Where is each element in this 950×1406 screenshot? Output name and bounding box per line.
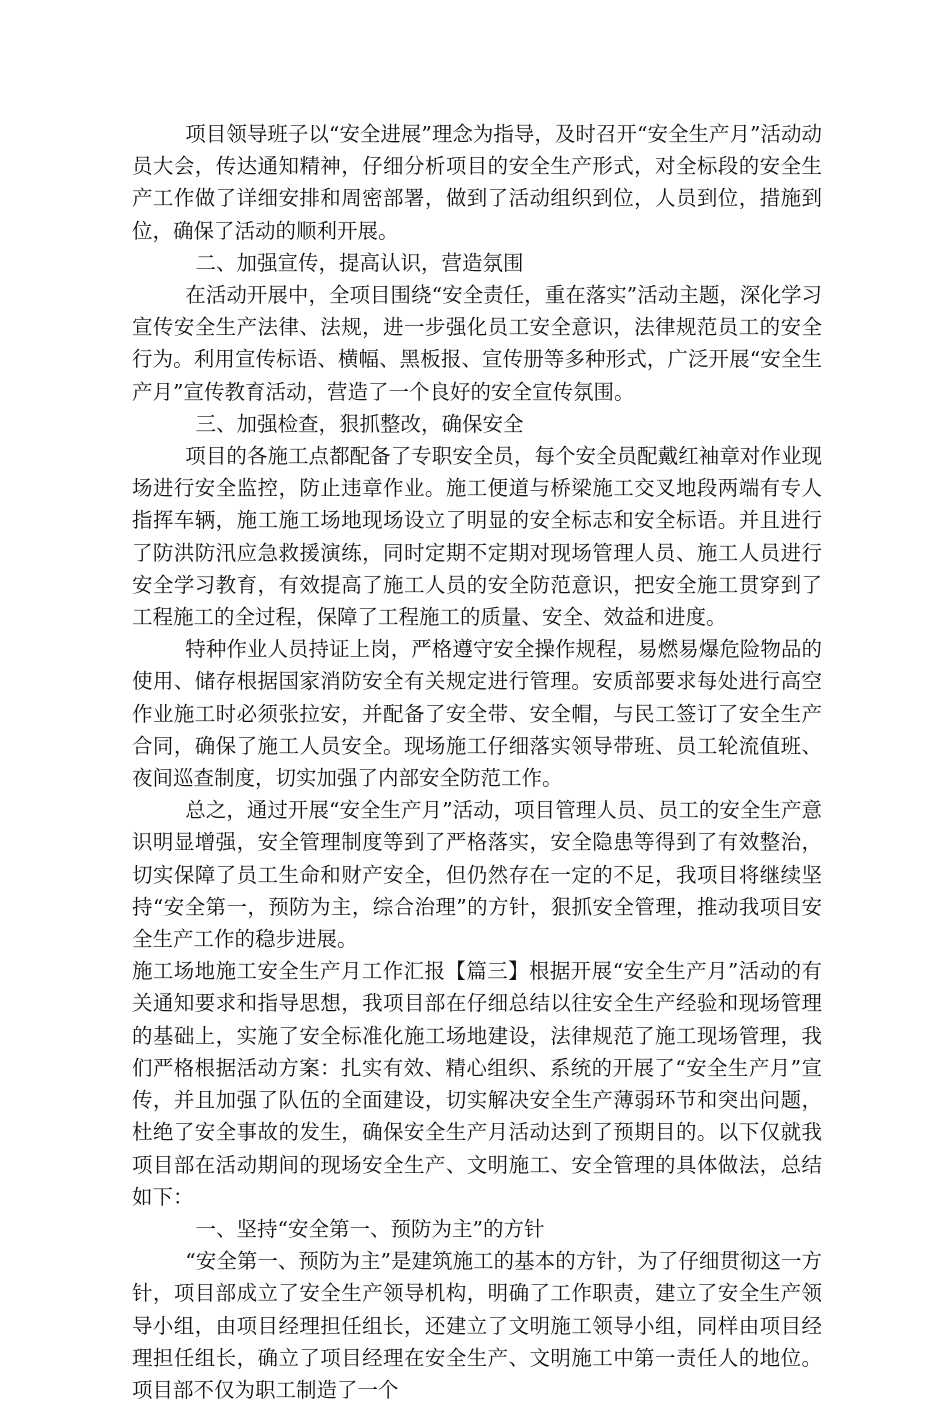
heading-safety-first: 一、坚持“安全第一、预防为主”的方针 — [195, 1216, 545, 1241]
paragraph-summary: 总之，通过开展“安全生产月”活动，项目管理人员、员工的安全生产意识明显增强，安全管理制度等到了严格落实，安全隐患等得到了有效整治，切实保障了员工生命和财产安全，但仍然存在一定的不足，我项目将继续坚持“安全第一，预防为主，综合治理”的方针，狠抓安全管理，推动我项目安全生产工作的稳步进展。 — [132, 798, 822, 952]
paragraph-publicity: 在活动开展中，全项目围绕“安全责任，重在落实”活动主题，深化学习宣传安全生产法律、法规，进一步强化员工安全意识，法律规范员工的安全行为。利用宣传标语、横幅、黑板报、宣传册等多种形式，广泛开展“安全生产月”宣传教育活动，营造了一个良好的安全宣传氛围。 — [132, 283, 822, 404]
paragraph-special-workers: 特种作业人员持证上岗，严格遵守安全操作规程，易燃易爆危险物品的使用、储存根据国家消防安全有关规定进行管理。安质部要求每处进行高空作业施工时必须张拉安，并配备了安全带、安全帽，与民工签订了安全生产合同，确保了施工人员安全。现场施工仔细落实领导带班、员工轮流值班、夜间巡查制度，切实加强了内部安全防范工作。 — [132, 637, 822, 791]
paragraph-inspection: 项目的各施工点都配备了专职安全员，每个安全员配戴红袖章对作业现场进行安全监控，防止违章作业。施工便道与桥梁施工交叉地段两端有专人指挥车辆，施工施工场地现场设立了明显的安全标志和安全标语。并且进行了防洪防汛应急救援演练，同时定期不定期对现场管理人员、施工人员进行安全学习教育，有效提高了施工人员的安全防范意识，把安全施工贯穿到了工程施工的全过程，保障了工程施工的质量、安全、效益和进度。 — [132, 444, 822, 630]
paragraph-report-part-three: 施工场地施工安全生产月工作汇报【篇三】根据开展“安全生产月”活动的有关通知要求和指导思想，我项目部在仔细总结以往安全生产经验和现场管理的基础上，实施了安全标准化施工场地建设，法律规范了施工现场管理，我们严格根据活动方案：扎实有效、精心组织、系统的开展了“安全生产月”宣传，并且加强了队伍的全面建设，切实解决安全生产薄弱环节和突出问题，杜绝了安全事故的发生，确保安全生产月活动达到了预期目的。以下仅就我项目部在活动期间的现场安全生产、文明施工、安全管理的具体做法，总结如下： — [132, 959, 822, 1209]
document-page — [132, 118, 822, 1406]
heading-inspection: 三、加强检查，狠抓整改，确保安全 — [195, 411, 524, 436]
paragraph-leadership: 项目领导班子以“安全进展”理念为指导，及时召开“安全生产月”活动动员大会，传达通知精神，仔细分析项目的安全生产形式，对全标段的安全生产工作做了详细安排和周密部署，做到了活动组织到位，人员到位，措施到位，确保了活动的顺利开展。 — [132, 122, 822, 243]
heading-publicity: 二、加强宣传，提高认识，营造氛围 — [195, 250, 524, 275]
paragraph-safety-first: “安全第一、预防为主”是建筑施工的基本的方针，为了仔细贯彻这一方针，项目部成立了安全生产领导机构，明确了工作职责，建立了安全生产领导小组，由项目经理担任组长，还建立了文明施工领导小组，同样由项目经理担任组长，确立了项目经理在安全生产、文明施工中第一责任人的地位。项目部不仅为职工制造了一个 — [132, 1249, 822, 1402]
